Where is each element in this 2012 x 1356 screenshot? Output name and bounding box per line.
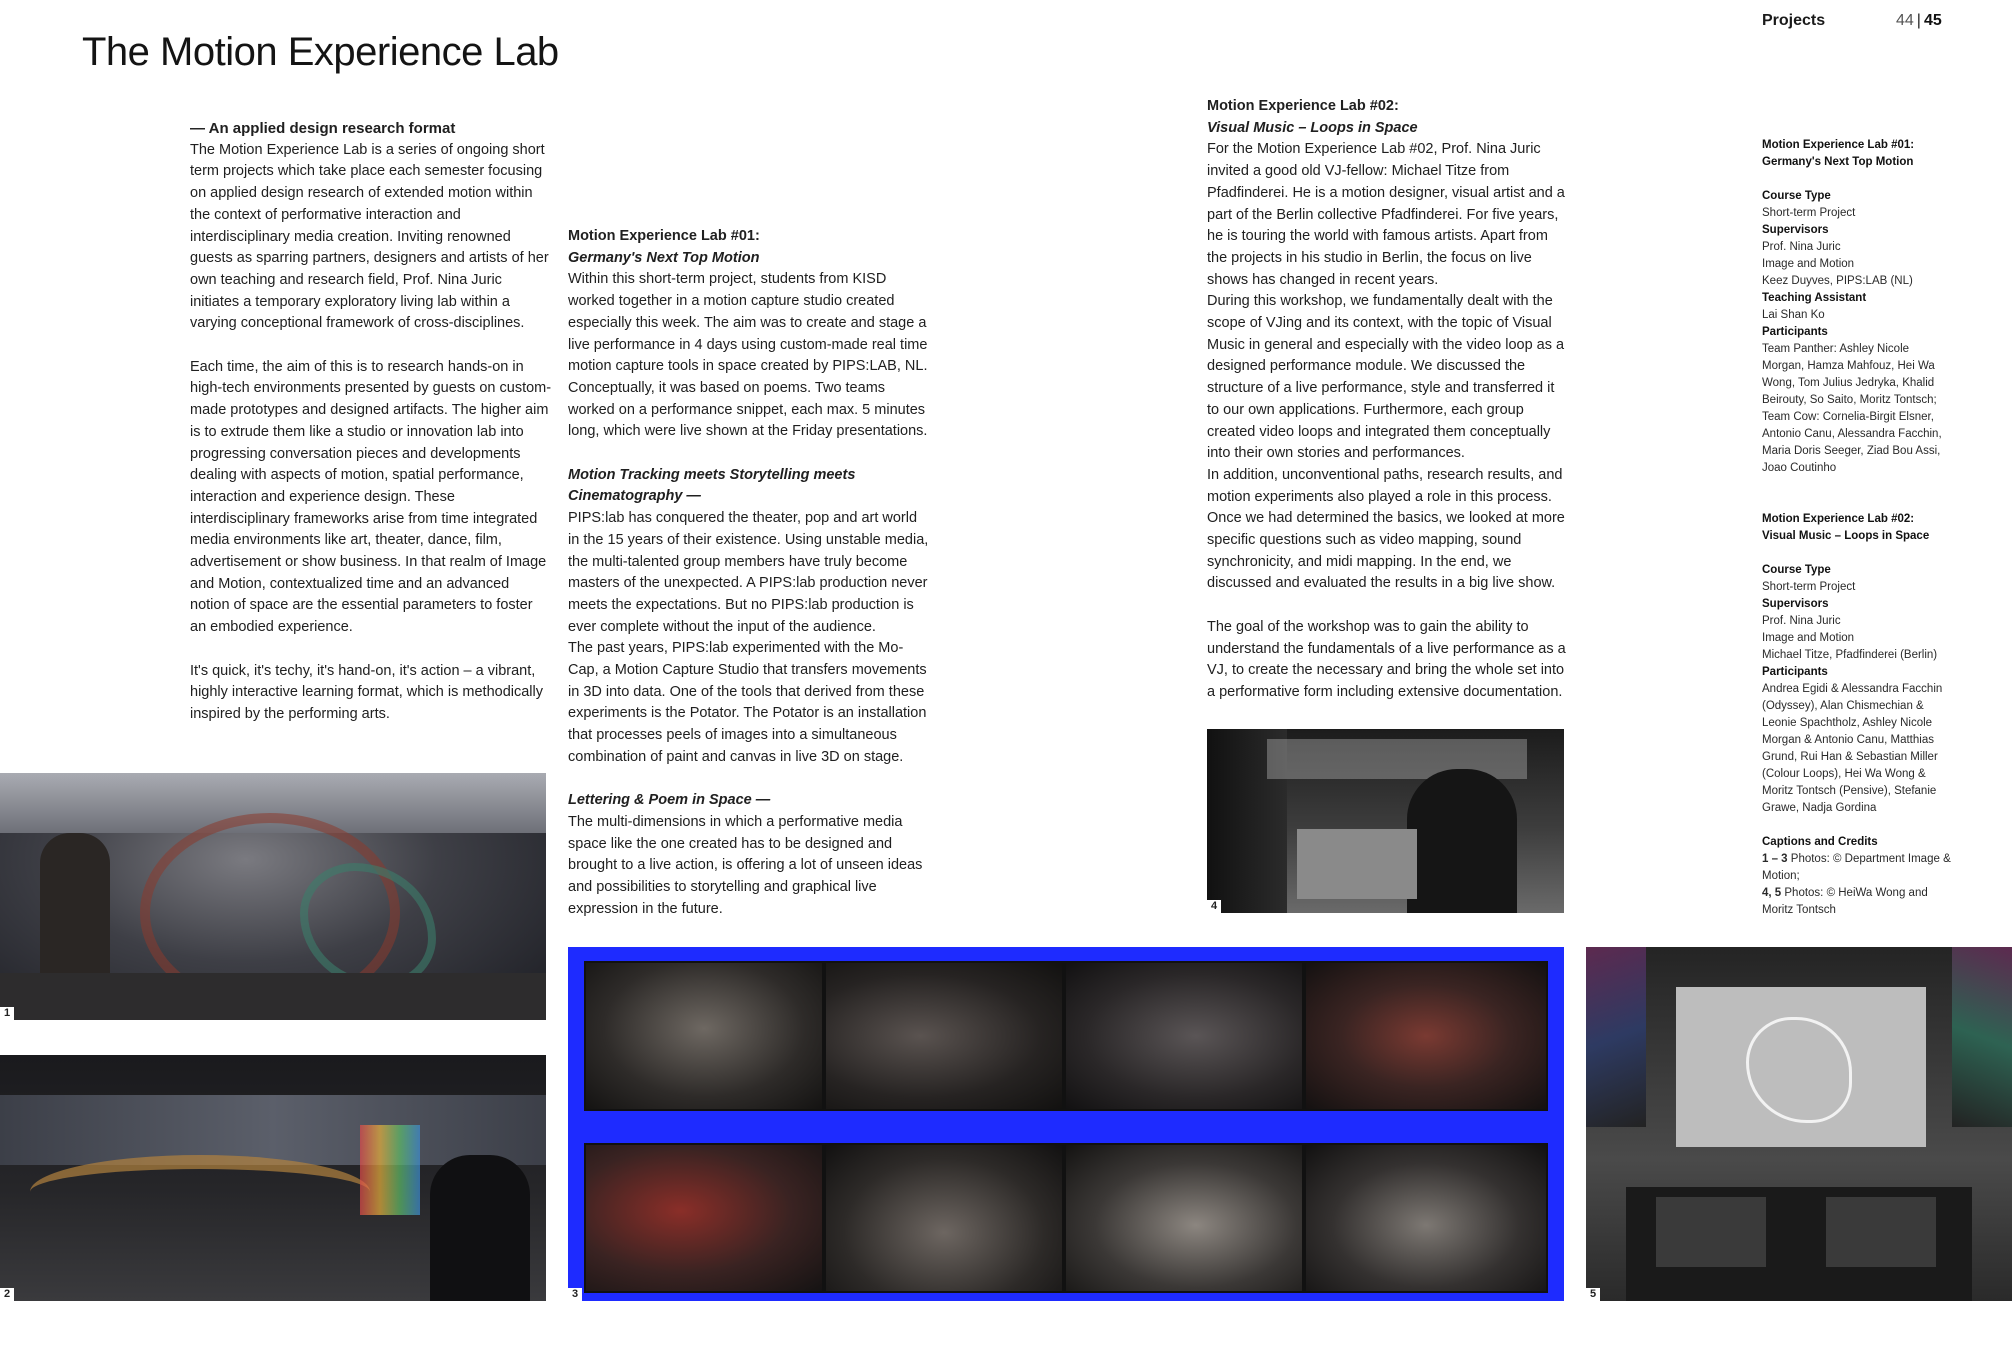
sidebar-value: Short-term Project [1762, 581, 1856, 593]
sidebar-label: Supervisors [1762, 224, 1829, 236]
caption-line [1762, 851, 1952, 885]
intro-column [190, 118, 552, 726]
lab1-section-heading: Motion Tracking meets Storytelling meets Cinematography — [568, 466, 856, 505]
sidebar-value: Lai Shan Ko [1762, 309, 1825, 321]
sidebar-value: Prof. Nina Juric [1762, 615, 1841, 627]
sidebar-label: Supervisors [1762, 598, 1829, 610]
page-number-separator: | [1916, 12, 1921, 29]
photo-number: 4 [1207, 900, 1221, 913]
sidebar-value: Short-term Project [1762, 207, 1856, 219]
photo-number: 1 [0, 1007, 14, 1020]
photo-5 [1586, 947, 2012, 1301]
intro-subtitle: — An applied design research format [190, 120, 456, 137]
lab1-paragraph: The multi-dimensions in which a performative media space like the one created has to be designed and brought to a live action, is offering a lot of unseen ideas and possibilities to storytelling and graphical live expression in the future. [568, 813, 923, 917]
credits-sidebar [1762, 137, 1952, 919]
sidebar-lab1-subtitle: Germany's Next Top Motion [1762, 156, 1914, 168]
caption-number: 1 – 3 [1762, 853, 1788, 865]
lab2-subheading: Visual Music – Loops in Space [1207, 119, 1418, 136]
lab2-paragraph: The goal of the workshop was to gain the ability to understand the fundamentals of a live performance as a VJ, to create the necessary and bring the whole set into a performative form including extensive documentation. [1207, 618, 1566, 700]
caption-text: Photos: © Department Image & Motion; [1762, 853, 1951, 882]
lab1-body: Within this short-term project, students from KISD worked together in a motion capture studio created especially this week. The aim was to create and stage a live performance in 4 days using custom-made real time motion capture tools in space created by PIPS:LAB, NL. Conceptually, it was based on poems. Two teams worked on a performance snippet, each max. 5 minutes long, which were live shown at the Friday presentations. [568, 271, 928, 440]
sidebar-label: Captions and Credits [1762, 836, 1878, 848]
photo-2 [0, 1055, 546, 1301]
lab1-section-heading: Lettering & Poem in Space — [568, 792, 771, 809]
sidebar-value: Image and Motion [1762, 258, 1855, 270]
lab1-subheading: Germany's Next Top Motion [568, 249, 760, 266]
lab2-paragraph: During this workshop, we fundamentally dealt with the scope of VJing and its context, with the topic of Visual Music in general and especially with the video loop as a designed performance module. We discussed the structure of a live performance, style and transferred it to our own applications. Furthermore, each group created video loops and integrated them conceptually into their own stories and performances. [1207, 293, 1565, 462]
page-number-left: 44 [1896, 12, 1914, 29]
intro-paragraph: Each time, the aim of this is to research hands-on in high-tech environments presented by guests on custom-made prototypes and designed artifacts. The higher aim is to extrude them like a studio or innovation lab into progressing conversation pieces and developments dealing with aspects of motion, spatial performance, interaction and experience design. These interdisciplinary frameworks arise from time integrated media environments like art, theater, dance, film, advertisement or show business. In that realm of Image and Motion, contextualized time and an advanced notion of space are the essential parameters to foster an embodied experience. [190, 358, 552, 636]
intro-paragraph: It's quick, it's techy, it's hand-on, it's action – a vibrant, highly interactive learning format, which is methodically inspired by the performing arts. [190, 662, 543, 722]
sidebar-value: Andrea Egidi & Alessandra Facchin (Odyssey), Alan Chismechian & Leonie Spachtholz, Ashley Nicole Morgan & Antonio Canu, Matthias Grund, Rui Han & Sebastian Miller (Colour Loops), Hei Wa Wong & Moritz Tontsch (Pensive), Stefanie Grawe, Nadja Gordina [1762, 683, 1943, 814]
lab2-heading: Motion Experience Lab #02: [1207, 98, 1399, 114]
sidebar-lab1-title: Motion Experience Lab #01: [1762, 139, 1915, 151]
photo-number: 3 [568, 1288, 582, 1301]
photo-number: 5 [1586, 1288, 1600, 1301]
sidebar-label: Participants [1762, 666, 1828, 678]
lab1-column [568, 226, 930, 920]
sidebar-value: Michael Titze, Pfadfinderei (Berlin) [1762, 649, 1938, 661]
page-title: The Motion Experience Lab [82, 30, 559, 74]
section-name: Projects [1762, 12, 1826, 29]
lab2-paragraph: In addition, unconventional paths, research results, and motion experiments also played a role in this process. Once we had determined the basics, we looked at more specific questions such as video mapping, sound synchronicity, and midi mapping. In the end, we discussed and evaluated the results in a big live show. [1207, 466, 1565, 592]
sidebar-label: Course Type [1762, 564, 1831, 576]
sidebar-value: Prof. Nina Juric [1762, 241, 1841, 253]
sidebar-value: Team Panther: Ashley Nicole Morgan, Hamza Mahfouz, Hei Wa Wong, Tom Julius Jedryka, Khalid Beirouty, So Saito, Moritz Tontsch; Team Cow: Cornelia-Birgit Elsner, Antonio Canu, Alessandra Facchin, Maria Doris Seeger, Ziad Bou Assi, Joao Coutinho [1762, 343, 1942, 474]
photo-3 [568, 947, 1564, 1301]
page-number-right: 45 [1923, 12, 1942, 29]
photo-1 [0, 773, 546, 1020]
sidebar-label: Participants [1762, 326, 1828, 338]
sidebar-lab2-title: Motion Experience Lab #02: [1762, 513, 1915, 525]
lab1-paragraph: PIPS:lab has conquered the theater, pop and art world in the 15 years of their existence. Using unstable media, the multi-talented group members have truly become masters of the unexpected. A PIPS:lab production never meets the expectations. But no PIPS:lab production is ever complete without the input of the audience. [568, 510, 929, 635]
intro-paragraph: The Motion Experience Lab is a series of ongoing short term projects which take place each semester focusing on applied design research of extended motion within the context of performative interaction and interdisciplinary media creation. Inviting renowned guests as sparring partners, designers and artists of her own teaching and research field, Prof. Nina Juric initiates a temporary exploratory living lab within a varying conceptional framework of cross-disciplines. [190, 141, 549, 332]
sidebar-label: Course Type [1762, 190, 1831, 202]
lab1-paragraph: The past years, PIPS:lab experimented with the Mo-Cap, a Motion Capture Studio that transfers movements in 3D into data. One of the tools that derived from these experiments is the Potator. The Potator is an installation that processes peels of images into a simultaneous combination of paint and canvas in live 3D on stage. [568, 640, 927, 765]
sidebar-value: Keez Duyves, PIPS:LAB (NL) [1762, 275, 1913, 287]
photo-4 [1207, 729, 1564, 913]
lab2-paragraph: For the Motion Experience Lab #02, Prof. Nina Juric invited a good old VJ-fellow: Michael Titze from Pfadfinderei. He is a motion designer, visual artist and a part of the Berlin collective Pfadfinderei. For five years, he is touring the world with famous artists. Apart from the projects in his studio in Berlin, the focus on live shows has changed in recent years. [1207, 141, 1565, 288]
sidebar-lab2-subtitle: Visual Music – Loops in Space [1762, 530, 1930, 542]
sidebar-value: Image and Motion [1762, 632, 1855, 644]
caption-line [1762, 885, 1952, 919]
caption-text: Photos: © HeiWa Wong and Moritz Tontsch [1762, 887, 1928, 916]
lab2-column [1207, 96, 1569, 704]
sidebar-label: Teaching Assistant [1762, 292, 1867, 304]
photo-number: 2 [0, 1288, 14, 1301]
caption-number: 4, 5 [1762, 887, 1782, 899]
lab1-heading: Motion Experience Lab #01: [568, 228, 760, 244]
page-numbers [1896, 12, 1942, 30]
